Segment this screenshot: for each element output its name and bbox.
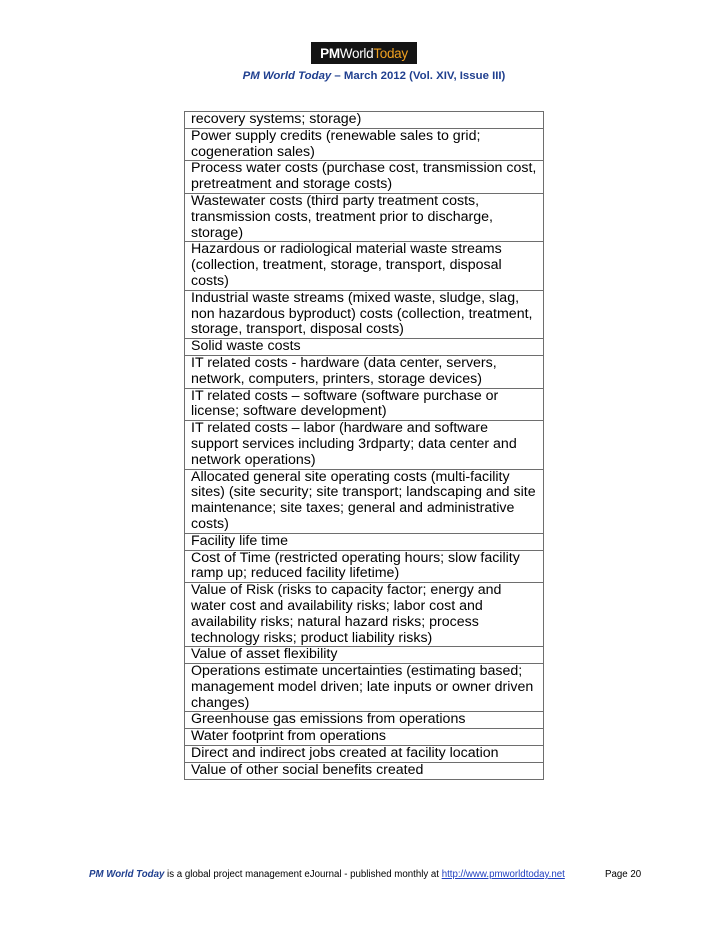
table-cell: Wastewater costs (third party treatment costs, transmission costs, treatment prior to discharge, storage) [185, 193, 544, 241]
table-cell: Cost of Time (restricted operating hours; slow facility ramp up; reduced facility lifetime) [185, 550, 544, 583]
table-row [185, 421, 544, 469]
table-row [185, 729, 544, 746]
table-cell: Value of other social benefits created [185, 762, 544, 779]
table-row [185, 193, 544, 241]
table-row [185, 339, 544, 356]
table-row [185, 583, 544, 647]
footer-website-link[interactable]: http://www.pmworldtoday.net [441, 869, 565, 880]
table-cell: recovery systems; storage) [185, 112, 544, 129]
table-cell: Industrial waste streams (mixed waste, sludge, slag, non hazardous byproduct) costs (collection, treatment, storage, transport, disposal costs) [185, 290, 544, 338]
page-number: Page 20 [605, 869, 642, 880]
table-cell: Water footprint from operations [185, 729, 544, 746]
pm-world-today-logo [311, 42, 417, 64]
table-cell: Greenhouse gas emissions from operations [185, 712, 544, 729]
header-journal-title: PM World Today [242, 70, 332, 82]
table-row [185, 712, 544, 729]
footer-brand: PM World Today [89, 869, 165, 880]
table-cell: IT related costs – labor (hardware and software support services including 3rdparty; data center and network operations) [185, 421, 544, 469]
table-row [185, 161, 544, 194]
table-cell: IT related costs – software (software purchase or license; software development) [185, 388, 544, 421]
table-cell: IT related costs - hardware (data center, servers, network, computers, printers, storage devices) [185, 355, 544, 388]
page-footer [89, 869, 565, 880]
logo-pm: PM [320, 45, 340, 61]
table-cell: Allocated general site operating costs (multi-facility sites) (site security; site transport; landscaping and site maintenance; site taxes; general and administrative costs) [185, 469, 544, 533]
cost-items-table [184, 111, 544, 780]
footer-text: is a global project management eJournal - published monthly at [164, 869, 442, 880]
table-row [185, 762, 544, 779]
table-cell: Solid waste costs [185, 339, 544, 356]
table-row [185, 290, 544, 338]
table-cell: Facility life time [185, 533, 544, 550]
table-cell: Value of asset flexibility [185, 647, 544, 664]
table-row [185, 647, 544, 664]
table-cell: Operations estimate uncertainties (estimating based; management model driven; late inputs or owner driven changes) [185, 664, 544, 712]
table-row [185, 533, 544, 550]
header-issue: – March 2012 (Vol. XIV, Issue III) [331, 70, 506, 82]
table-row [185, 746, 544, 763]
page-header [0, 70, 728, 82]
table-row [185, 128, 544, 161]
table-row [185, 664, 544, 712]
table-row [185, 355, 544, 388]
logo-today: Today [373, 45, 408, 61]
logo-world: World [339, 45, 374, 61]
table-row [185, 469, 544, 533]
table-cell: Direct and indirect jobs created at facility location [185, 746, 544, 763]
table-row [185, 112, 544, 129]
table-row [185, 550, 544, 583]
table-cell: Process water costs (purchase cost, transmission cost, pretreatment and storage costs) [185, 161, 544, 194]
table-cell: Value of Risk (risks to capacity factor; energy and water cost and availability risks; labor cost and availability risks; natural hazard risks; process technology risks; product liability risks) [185, 583, 544, 647]
table-cell: Hazardous or radiological material waste streams (collection, treatment, storage, transport, disposal costs) [185, 242, 544, 290]
table-row [185, 388, 544, 421]
table-cell: Power supply credits (renewable sales to grid; cogeneration sales) [185, 128, 544, 161]
table-row [185, 242, 544, 290]
